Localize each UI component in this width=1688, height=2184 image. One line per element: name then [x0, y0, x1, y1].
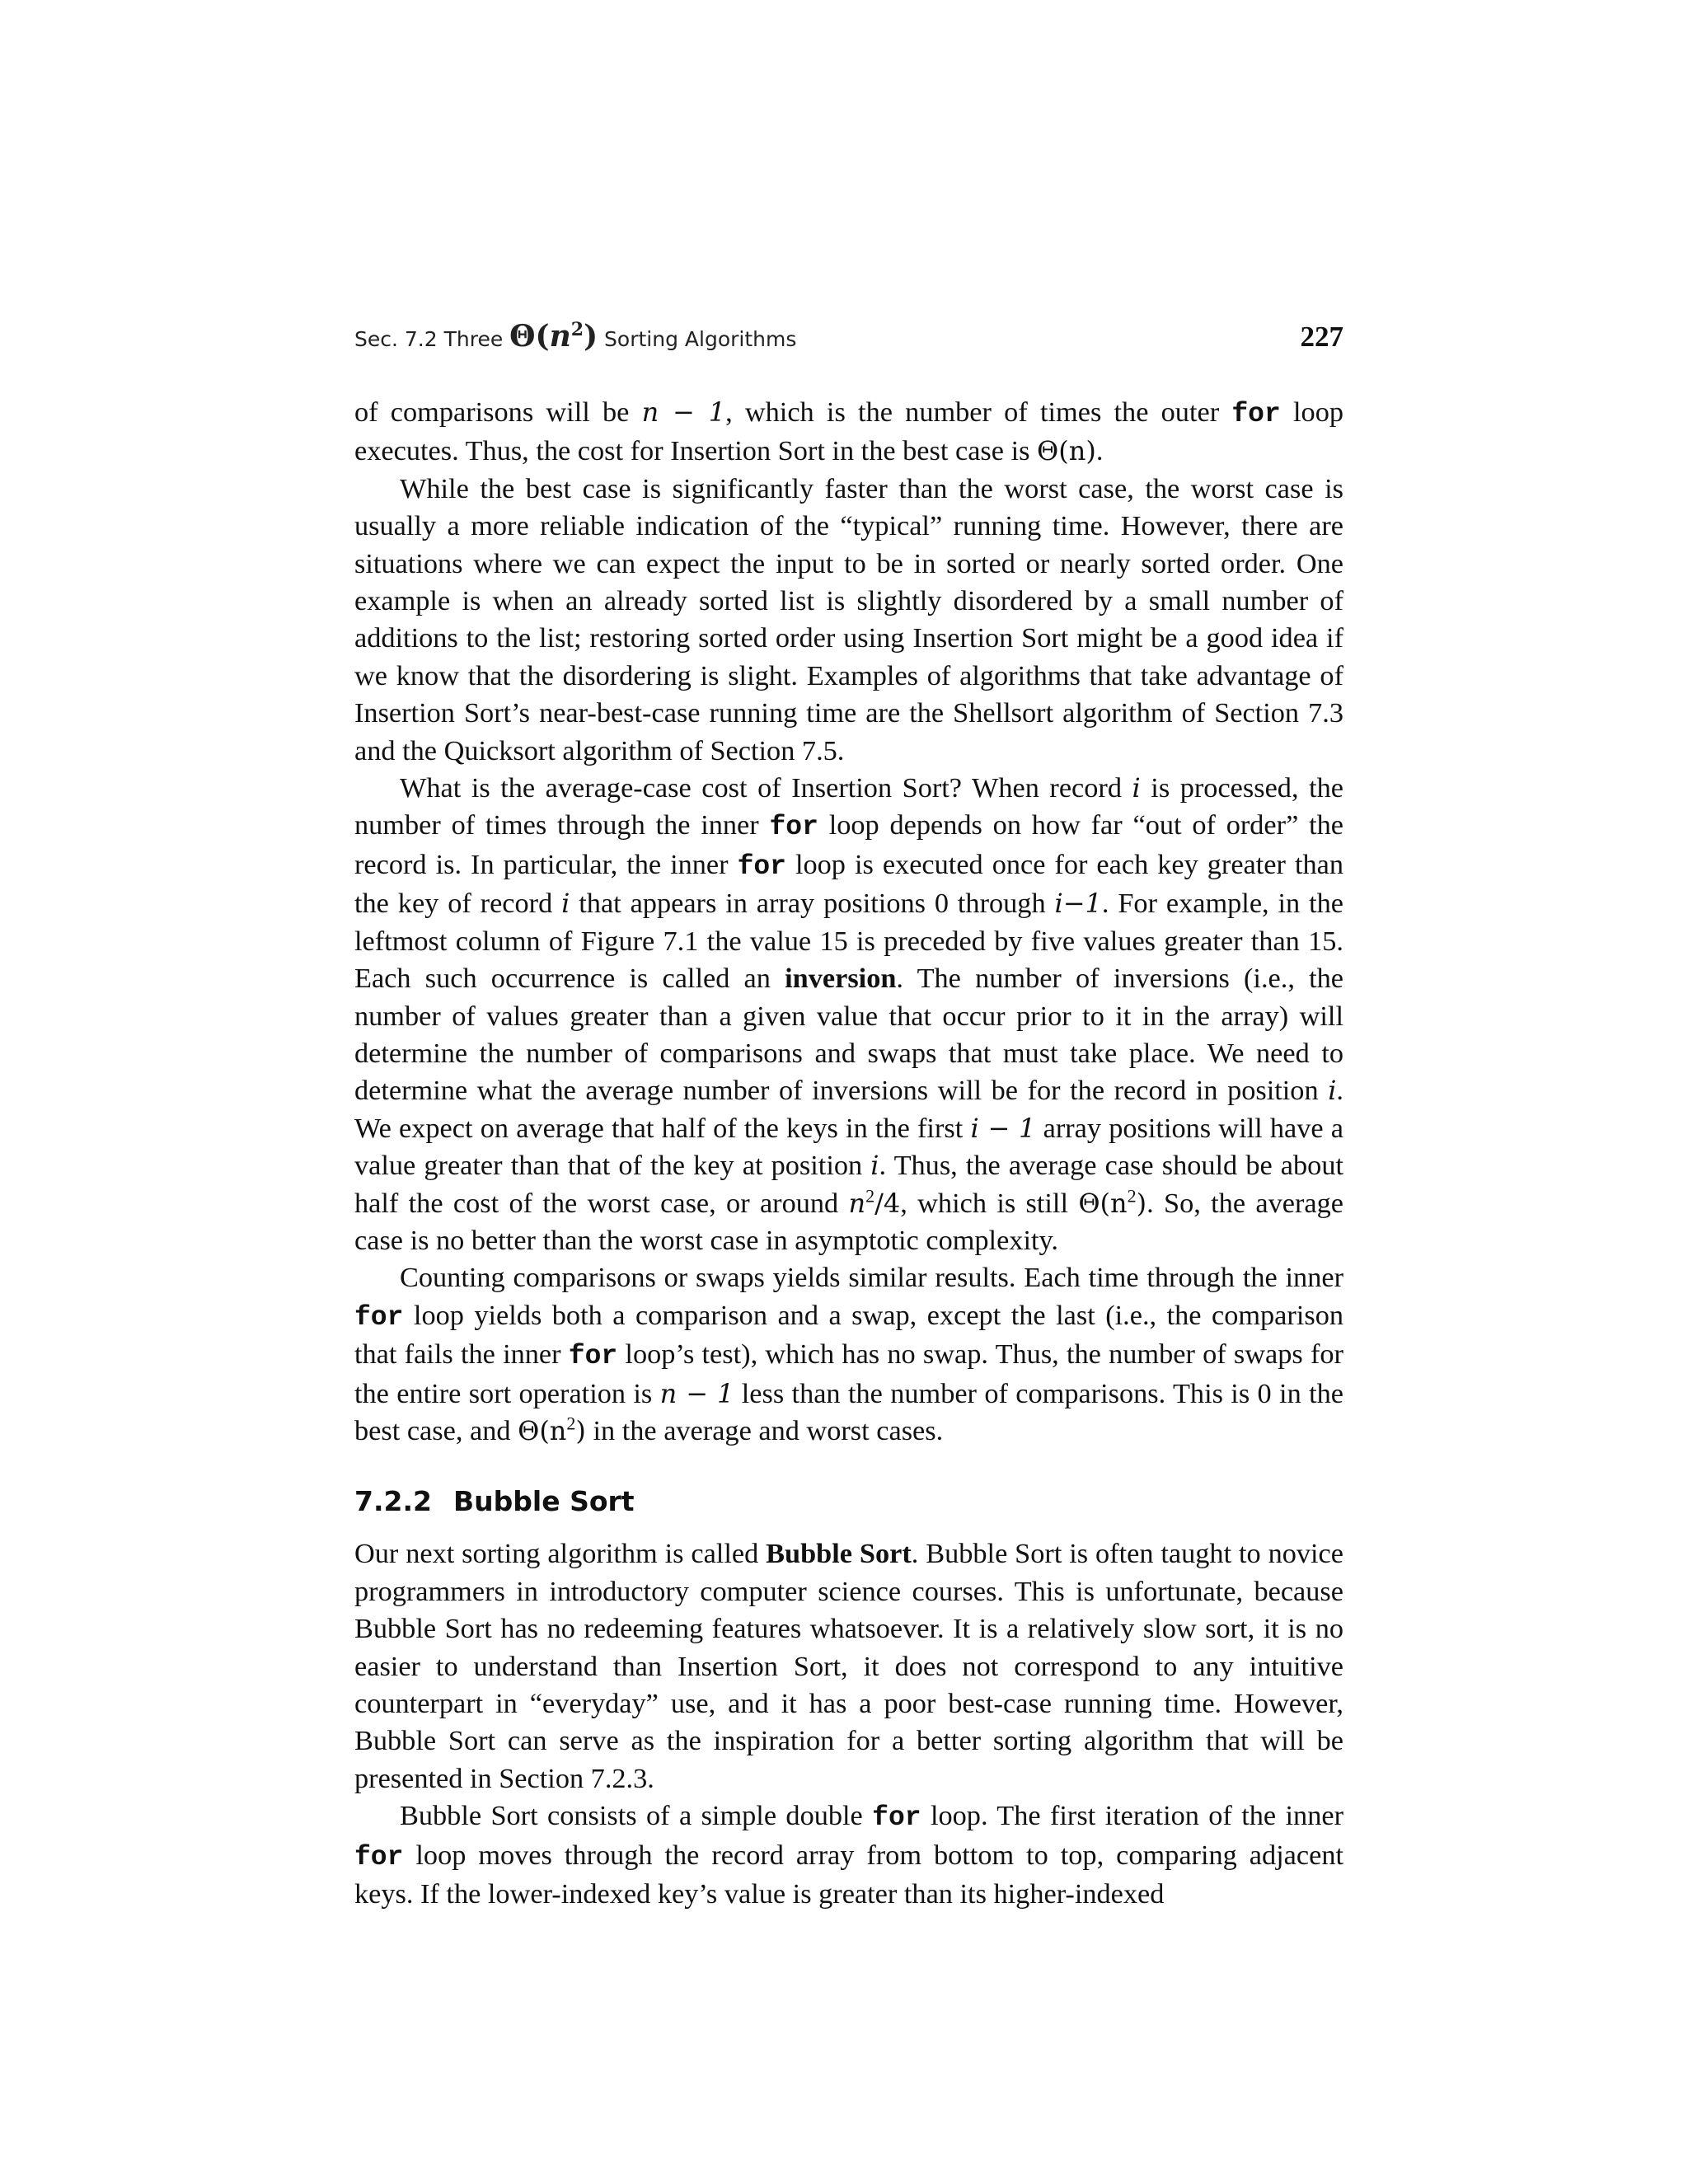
section-heading — [354, 1483, 1343, 1521]
paragraph-3: What is the average-case cost of Insertion Sort? When record i is processed, the number of times through the inner for loop depends on how far “out of order” the record is. In particular, the inner for loop is executed once for each key greater than the key of record i that appears in array positions 0 through i−1. For example, in the leftmost column of Figure 7.1 the value 15 is preceded by five values greater than 15. Each such occurrence is called an inversion. The number of inversions (i.e., the number of values greater than a given value that occur prior to it in the array) will determine the number of comparisons and swaps that must take place. We need to determine what the average number of inversions will be for the record in position i. We expect on average that half of the keys in the first i − 1 array positions will have a value greater than that of the key at position i. Thus, the average case should be about half the cost of the worst case, or around $n^2/4$, which is still $\Theta(n^2)$. So, the average case is no better than the worst case in asymptotic complexity. — [354, 772, 1344, 1256]
section-number: 7.2.2 — [354, 1485, 432, 1518]
paragraph-2: While the best case is significantly faster than the worst case, the worst case is usually a more reliable indication of the “typical” running time. However, there are situations where we can expect the input to be in sorted or nearly sorted order. One example is when an already sorted list is slightly disordered by a small number of additions to the list; restoring sorted order using Insertion Sort might be a good idea if we know that the disordering is slight. Examples of algorithms that take advantage of Insertion Sort’s near-best-case running time are the Shellsort algorithm of Section 7.3 and the Quicksort algorithm of Section 7.5. — [354, 472, 1343, 766]
body-text — [354, 394, 1343, 1913]
paragraph-1: of comparisons will be n − 1, which is the number of times the outer for loop executes. Thus, the cost for Insertion Sort in the best case is Θ(n). — [354, 396, 1344, 467]
code-for: for — [568, 1341, 618, 1372]
paragraph-6: Bubble Sort consists of a simple double for loop. The first iteration of the inner for loop moves through the record array from bottom to top, comparing adjacent keys. If the lower-indexed key’s value is greater than its higher-indexed — [354, 1800, 1343, 1910]
paragraph-4: Counting comparisons or swaps yields similar results. Each time through the inner for loop yields both a comparison and a swap, except the last (i.e., the comparison that fails the inner for loop’s test), which has no swap. Thus, the number of swaps for the entire sort operation is n − 1 less than the number of comparisons. This is 0 in the best case, and $\Theta(n^2)$ in the average and worst cases. — [354, 1262, 1344, 1446]
section-suffix: Sorting Algorithms — [598, 327, 797, 351]
code-for: for — [872, 1802, 921, 1834]
running-head-title — [354, 319, 796, 354]
running-head — [354, 317, 1343, 359]
page-number: 227 — [1300, 321, 1343, 353]
code-for: for — [354, 1841, 404, 1872]
term-bubble-sort: Bubble Sort — [766, 1538, 912, 1570]
code-for: for — [1231, 399, 1281, 429]
paragraph-5: Our next sorting algorithm is called Bubble Sort. Bubble Sort is often taught to novice programmers in introductory computer science courses. This is unfortunate, because Bubble Sort has no redeeming features whatsoever. It is a relatively slow sort, it is no easier to understand than Insertion Sort, it does not correspond to any intuitive counterpart in “everyday” use, and it has a poor best-case running time. However, Bubble Sort can serve as the inspiration for a better sorting algorithm that will be presented in Section 7.2.3. — [354, 1538, 1343, 1794]
section-title: Bubble Sort — [453, 1485, 635, 1518]
theta-notation: $\Theta(n^2)$ — [509, 319, 598, 354]
code-for: for — [354, 1301, 404, 1333]
code-for: for — [769, 812, 818, 843]
term-inversion: inversion — [785, 963, 897, 995]
code-for: for — [737, 851, 786, 882]
section-prefix: Sec. 7.2 Three — [354, 327, 510, 351]
